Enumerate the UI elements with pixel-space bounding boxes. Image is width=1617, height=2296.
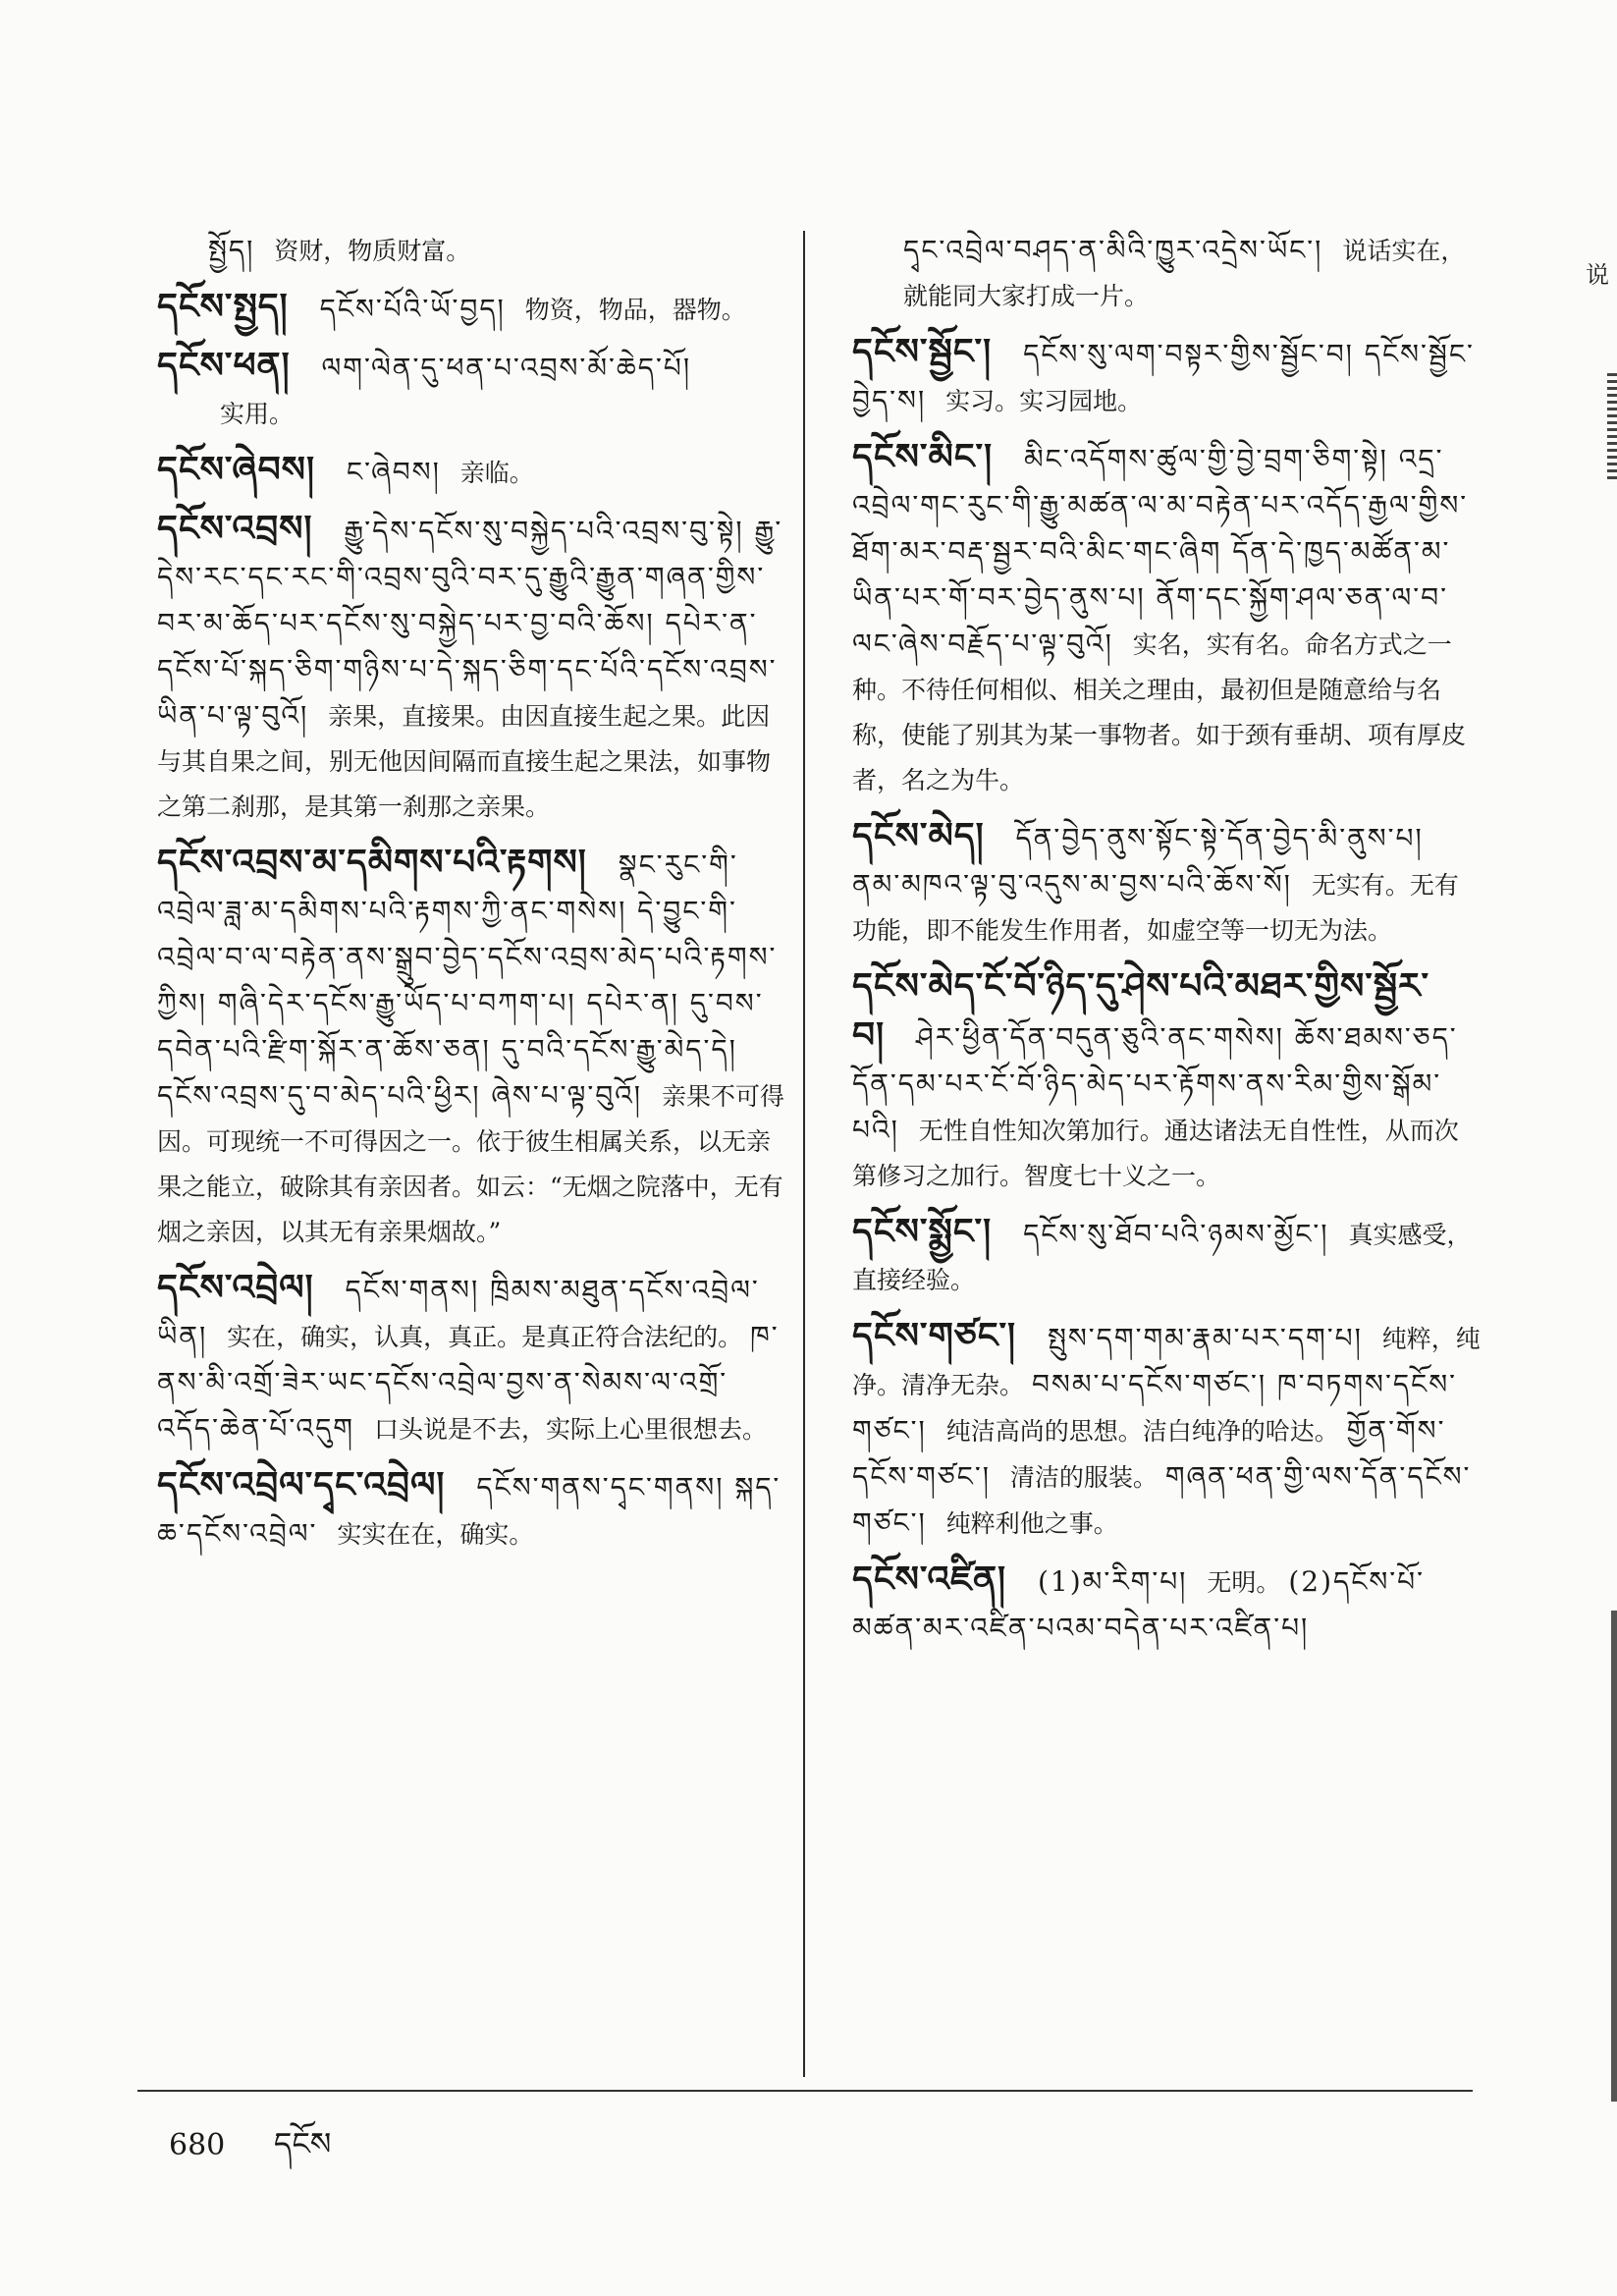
entry-chinese: 实习。实习园地。 (945, 387, 1143, 415)
entry-example-chinese: 纯洁高尚的思想。洁白纯净的哈达。 (945, 1417, 1339, 1446)
entry-tibetan: དངོས་སུ་ཐོབ་པའི་ཉམས་མྱོང་། (1023, 1218, 1329, 1250)
entry-tibetan: ང་ཞེབས། (346, 456, 441, 488)
entry-example-chinese: 清洁的服装。 (1009, 1463, 1158, 1492)
entry-headword: དངོས་མིང་། (852, 436, 994, 477)
entry-tibetan: དོན་བྱེད་ནུས་སྟོང་སྟེ་དོན་བྱེད་མི་ནུས་པ། ནམ་མཁའ་ལྟ་བུ་འདུས་མ་བྱས་པའི་ཆོས་སོ། (852, 822, 1424, 901)
entry-tibetan: སྤུས་དག་གམ་རྣམ་པར་དག་པ། (1048, 1322, 1363, 1354)
dictionary-entry (852, 1557, 1481, 1652)
entry-headword: དངོས་འཛིན། (852, 1558, 1007, 1600)
cropped-edge-text: 说 (1586, 261, 1609, 289)
left-column (157, 228, 785, 1567)
entry-headword: དངོས་སྨྱོང་། (852, 1211, 993, 1252)
entry-chinese: 真实感受，直接经验。 (852, 1221, 1472, 1294)
entry-headword: དངོས་ཞེབས། (157, 449, 315, 490)
entry-tibetan: དངོས་སུ་ལག་བསྟར་གྱིས་སྦྱོང་བ། དངོས་སྦྱོང་བྱེད་ས། (852, 338, 1475, 416)
entry-chinese: 实用。 (220, 400, 295, 428)
dictionary-entry (852, 813, 1481, 954)
entry-chinese: 亲果，直接果。由因直接生起之果。此因与其自果之间，别无他因间隔而直接生起之果法，如事物之第二刹那，是其第一刹那之亲果。 (157, 702, 772, 821)
dictionary-entry (157, 447, 785, 496)
entry-headword: དངོས་འབྲེལ་དྭང་འབྲེལ། (157, 1464, 446, 1505)
entry-chinese: 说话实在，就能同大家打成一片。 (903, 237, 1466, 310)
entry-example-chinese: 纯粹利他之事。 (945, 1509, 1118, 1538)
entry-tibetan: ལག་ལེན་དུ་ཕན་པ་འབྲས་མོ་ཆེད་པོ། (321, 352, 692, 384)
dictionary-entry (157, 840, 785, 1255)
entry-chinese: 无性自性知次第加行。通达诸法无自性性，从而次第修习之加行。智度七十义之一。 (852, 1117, 1459, 1190)
dictionary-entry (852, 329, 1481, 424)
dictionary-entry (157, 228, 785, 274)
entry-headword: དངོས་འབྲེལ། (157, 1267, 314, 1308)
entry-tibetan: དྭང་འབྲེལ་བཤད་ན་མིའི་ཁྱུར་འདྲེས་ཡོང་། (903, 234, 1323, 266)
entry-chinese: 亲临。 (459, 459, 534, 487)
dictionary-entry (852, 228, 1481, 319)
dictionary-entry (157, 506, 785, 830)
entry-chinese: 实名，实有名。命名方式之一种。不待任何相似、相关之理由，最初但是随意给与名称，使能了别其为某一事物者。如于颈有垂胡、项有厚皮者，名之为牛。 (852, 630, 1467, 794)
guide-word: དངོས (273, 2125, 332, 2162)
column-divider (803, 231, 805, 2077)
entry-tibetan: དངོས་གནས། ཁྲིམས་མཐུན་དངོས་འབྲེལ་ཡིན། (157, 1274, 760, 1352)
entry-headword: དངོས་འབྲས། (157, 508, 313, 549)
entry-example-tibetan: བསམ་པ་དངོས་གཙང་། ཁ་བཏགས་དངོས་གཙང་། (852, 1368, 1457, 1447)
entry-example-chinese: 口头说是不去，实际上心里很想去。 (373, 1415, 767, 1444)
entry-headword: དངོས་འབྲས་མ་དམིགས་པའི་རྟགས། (157, 842, 587, 883)
entry-tibetan: རྒྱུ་དེས་དངོས་སུ་བསྐྱེད་པའི་འབྲས་བུ་སྟེ། རྒྱུ་དེས་རང་དང་རང་གི་འབྲས་བུའི་བར་དུ་རྒྱུའི་རྒྱུན་གཞན་གྱིས་བར་མ་ཆོད་པར་དངོས་སུ་བསྐྱེད་པར་བྱ་བའི་ཆོས། དཔེར་ན་དངོས་པོ་སྐད་ཅིག་གཉིས་པ་དེ་སྐད་ཅིག་དང་པོའི་དངོས་འབྲས་ཡིན་པ་ལྟ་བུའོ། (157, 515, 783, 732)
page-number: 680 (169, 2128, 226, 2162)
entry-headword: དངོས་སྤྱད། (157, 286, 289, 327)
entry-chinese: 纯粹，纯净。清净无杂。 (852, 1325, 1481, 1399)
entry-headword: དངོས་མེད། (852, 815, 985, 856)
entry-chinese: 物资，物品，器物。 (524, 296, 746, 324)
footer-rule (137, 2090, 1473, 2092)
entry-example-tibetan: གཞན་ཕན་གྱི་ལས་དོན་དངོས་གཙང་། (852, 1460, 1472, 1539)
scan-edge-mark (1607, 373, 1617, 481)
dictionary-entry (157, 284, 785, 333)
entry-chinese: 资财，物质财富。 (274, 237, 471, 265)
entry-tibetan: མིང་འདོགས་ཚུལ་གྱི་བྱེ་བྲག་ཅིག་སྟེ། འདྲ་འབྲེལ་གང་རུང་གི་རྒྱུ་མཚན་ལ་མ་བརྟེན་པར་འདོད་རྒྱལ་གྱིས་ཐོག་མར་བརྡ་སྦྱར་བའི་མིང་གང་ཞིག དོན་དེ་ཁྱད་མཚོན་མ་ཡིན་པར་གོ་བར་བྱེད་ནུས་པ། ནོག་དང་སྐྱོག་ཤལ་ཅན་ལ་བ་ལང་ཞེས་བརྗོད་པ་ལྟ་བུའོ། (852, 443, 1469, 660)
entry-chinese: 无实有。无有功能，即不能发生作用者，如虚空等一切无为法。 (852, 871, 1459, 945)
entry-example-tibetan: ཁ་ནས་མི་འགྲོ་ཟེར་ཡང་དངོས་འབྲེལ་བྱས་ན་སེམས་ལ་འགྲོ་འདོད་ཆེན་པོ་འདུག (157, 1320, 780, 1445)
entry-tibetan: དངོས་པོའི་ཡོ་བྱད། (319, 293, 506, 325)
dictionary-entry (852, 434, 1481, 803)
entry-chinese: 亲果不可得因。可现统一不可得因之一。依于彼生相属关系，以无亲果之能立，破除其有亲因者。如云：“无烟之院落中，无有烟之亲因，以其无有亲果烟故。” (157, 1082, 784, 1246)
entry-headword: དངོས་མེད་ངོ་བོ་ཉིད་དུ་ཤེས་པའི་མཐར་གྱིས་སྦྱོར་བ། (852, 965, 1430, 1056)
entry-sense-tibetan: (2)དངོས་པོ་མཚན་མར་འཛིན་པའམ་བདེན་པར་འཛིན་པ། (852, 1565, 1425, 1644)
scan-edge-mark (1611, 1611, 1617, 2102)
entry-tibetan: (1)མ་རིག་པ། (1038, 1565, 1188, 1598)
dictionary-entry (157, 343, 785, 437)
dictionary-entry (157, 1462, 785, 1558)
entry-headword: དངོས་ཕན། (157, 345, 291, 386)
entry-headword: དངོས་སྦྱོང་། (852, 331, 993, 372)
dictionary-entry (852, 1313, 1481, 1547)
entry-chinese: 无明。 (1207, 1568, 1281, 1597)
entry-example-tibetan: གྱོན་གོས་དངོས་གཙང་། (852, 1414, 1446, 1493)
entry-headword: དངོས་གཙང་། (852, 1315, 1017, 1356)
entry-tibetan: དངོས་གནས་དྭང་གནས། སྐད་ཆ་དངོས་འབྲེལ་ (157, 1471, 782, 1550)
page-footer (169, 2109, 331, 2198)
right-column (852, 228, 1481, 1662)
entry-tibetan: སྤྱོད། (208, 234, 255, 266)
dictionary-entry (157, 1265, 785, 1452)
dictionary-entry (852, 1209, 1481, 1303)
entry-tibetan: སྣང་རུང་གི་འབྲེལ་ཟླ་མ་དམིགས་པའི་རྟགས་ཀྱི་ནང་གསེས། དེ་བྱུང་གི་འབྲེལ་བ་ལ་བརྟེན་ནས་སྒྲུབ་བྱེད་དངོས་འབྲས་མེད་པའི་རྟགས་ཀྱིས། གཞི་དེར་དངོས་རྒྱུ་ཡོད་པ་བཀག་པ། དཔེར་ན། དུ་བས་དབེན་པའི་རྫིག་སྐོར་ན་ཆོས་ཅན། དུ་བའི་དངོས་རྒྱུ་མེད་དེ། དངོས་འབྲས་དུ་བ་མེད་པའི་ཕྱིར། ཞེས་པ་ལྟ་བུའོ། (157, 848, 778, 1112)
entry-chinese: 实实在在，确实。 (337, 1520, 534, 1549)
entry-chinese: 实在，确实，认真，真正。是真正符合法纪的。 (227, 1323, 743, 1351)
dictionary-entry (852, 963, 1481, 1199)
entry-tibetan: ཤེར་ཕྱིན་དོན་བདུན་ཅུའི་ནང་གསེས། ཆོས་ཐམས་ཅད་དོན་དམ་པར་ངོ་བོ་ཉིད་མེད་པར་རྟོགས་ནས་རིམ་གྱིས་སྒོམ་པའི། (852, 1021, 1458, 1146)
